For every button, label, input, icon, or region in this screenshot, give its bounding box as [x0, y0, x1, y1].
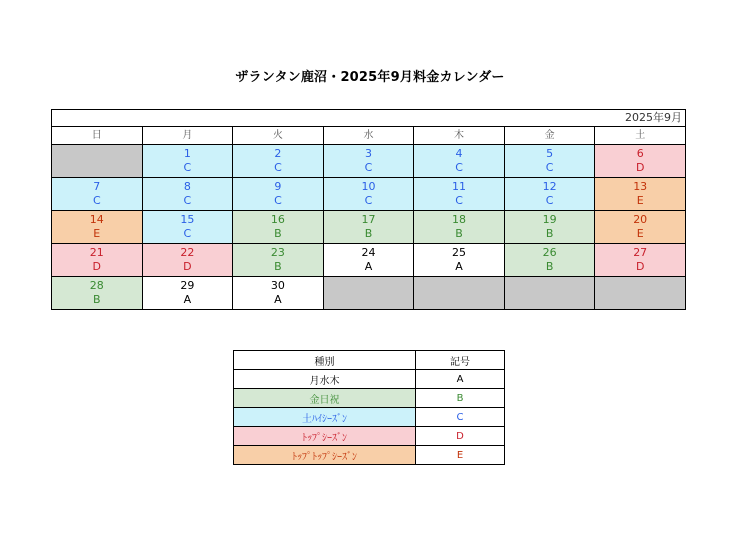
day-number: 20	[633, 213, 648, 226]
price-code: C	[183, 161, 192, 174]
price-code: E	[93, 227, 101, 240]
calendar-day-cell	[52, 244, 143, 277]
day-number: 14	[89, 213, 104, 226]
price-code: C	[183, 194, 192, 207]
legend-row	[234, 408, 505, 427]
day-number: 26	[542, 246, 557, 259]
price-code: B	[93, 293, 101, 306]
price-code: C	[92, 194, 101, 207]
price-code: C	[545, 194, 554, 207]
calendar-day-cell	[504, 211, 595, 244]
calendar-day-cell	[233, 211, 324, 244]
calendar-day-cell	[595, 178, 686, 211]
day-number: 28	[89, 279, 104, 292]
legend-code: B	[416, 389, 505, 408]
page-title: ザランタン鹿沼・2025年9月料金カレンダー	[235, 70, 505, 85]
calendar-day-cell	[142, 145, 233, 178]
legend-code: E	[416, 446, 505, 465]
calendar-empty-cell	[504, 277, 595, 310]
calendar-day-cell	[323, 178, 414, 211]
day-number: 8	[183, 180, 191, 193]
legend-header-row	[234, 351, 505, 370]
price-code: D	[183, 260, 192, 273]
legend-row	[234, 446, 505, 465]
legend-row	[234, 427, 505, 446]
calendar-day-cell	[233, 244, 324, 277]
calendar-day-cell	[595, 145, 686, 178]
weekday-header: 土	[595, 127, 686, 145]
calendar-empty-cell	[595, 277, 686, 310]
day-number: 17	[361, 213, 376, 226]
calendar-week-row	[52, 145, 686, 178]
legend-type: ﾄｯﾌﾟﾄｯﾌﾟｼｰｽﾞﾝ	[234, 446, 416, 465]
calendar-empty-cell	[52, 145, 143, 178]
day-number: 11	[452, 180, 467, 193]
calendar-day-cell	[595, 244, 686, 277]
calendar-empty-cell	[323, 277, 414, 310]
calendar-empty-cell	[414, 277, 505, 310]
day-number: 12	[542, 180, 557, 193]
legend-table	[233, 350, 505, 465]
price-code: B	[274, 227, 282, 240]
weekday-header: 火	[233, 127, 324, 145]
price-code: D	[92, 260, 102, 273]
legend-type: 月水木	[234, 370, 416, 389]
price-code: A	[274, 293, 282, 306]
price-code: A	[364, 260, 373, 273]
calendar-day-cell	[233, 145, 324, 178]
calendar-day-cell	[595, 211, 686, 244]
day-number: 27	[633, 246, 648, 259]
day-number: 22	[180, 246, 195, 259]
legend-code: A	[416, 370, 505, 389]
calendar-day-cell	[52, 211, 143, 244]
calendar-table	[51, 109, 686, 310]
price-code: D	[635, 260, 645, 273]
calendar-day-cell	[414, 244, 505, 277]
calendar-day-cell	[142, 277, 233, 310]
calendar-day-cell	[142, 178, 233, 211]
calendar-week-row	[52, 211, 686, 244]
price-code: C	[364, 194, 373, 207]
weekday-header: 月	[142, 127, 233, 145]
legend-header-type: 種別	[234, 351, 416, 370]
day-number: 23	[270, 246, 285, 259]
price-code: C	[364, 161, 373, 174]
weekday-header-row	[52, 127, 686, 145]
day-number: 18	[452, 213, 467, 226]
calendar-day-cell	[323, 211, 414, 244]
price-code: C	[455, 194, 463, 207]
price-code: B	[545, 227, 554, 240]
price-code: A	[455, 260, 463, 273]
calendar-week-row	[52, 277, 686, 310]
calendar-month-row	[52, 110, 686, 127]
price-code: A	[183, 293, 192, 306]
calendar-day-cell	[414, 145, 505, 178]
weekday-header: 水	[323, 127, 414, 145]
price-code: B	[364, 227, 373, 240]
day-number: 30	[270, 279, 285, 292]
price-code: B	[545, 260, 554, 273]
calendar-week-row	[52, 178, 686, 211]
price-code: C	[183, 227, 192, 240]
price-code: C	[274, 161, 282, 174]
calendar-day-cell	[414, 178, 505, 211]
day-number: 16	[270, 213, 285, 226]
price-code: B	[455, 227, 463, 240]
day-number: 21	[89, 246, 104, 259]
day-number: 3	[364, 147, 372, 160]
legend-code: D	[416, 427, 505, 446]
day-number: 24	[361, 246, 376, 259]
day-number: 25	[452, 246, 467, 259]
weekday-header: 木	[414, 127, 505, 145]
calendar-day-cell	[504, 244, 595, 277]
calendar-day-cell	[504, 178, 595, 211]
day-number: 19	[542, 213, 557, 226]
price-code: E	[636, 194, 644, 207]
day-number: 4	[455, 147, 463, 160]
price-code: E	[636, 227, 644, 240]
calendar-day-cell	[323, 244, 414, 277]
calendar-day-cell	[504, 145, 595, 178]
weekday-header: 金	[504, 127, 595, 145]
day-number: 2	[274, 147, 282, 160]
legend-row	[234, 389, 505, 408]
price-code: B	[274, 260, 282, 273]
day-number: 15	[180, 213, 195, 226]
day-number: 29	[180, 279, 195, 292]
calendar-day-cell	[414, 211, 505, 244]
day-number: 6	[636, 147, 644, 160]
calendar-week-row	[52, 244, 686, 277]
calendar-day-cell	[323, 145, 414, 178]
calendar-day-cell	[233, 277, 324, 310]
calendar-day-cell	[233, 178, 324, 211]
price-code: C	[545, 161, 554, 174]
calendar-day-cell	[52, 178, 143, 211]
day-number: 13	[633, 180, 648, 193]
month-label: 2025年9月	[52, 110, 686, 127]
legend-type: ﾄｯﾌﾟｼｰｽﾞﾝ	[234, 427, 416, 446]
day-number: 9	[274, 180, 282, 193]
legend-type: 金日祝	[234, 389, 416, 408]
weekday-header: 日	[52, 127, 143, 145]
legend-type: 土ﾊｲｼｰｽﾞﾝ	[234, 408, 416, 427]
legend-row	[234, 370, 505, 389]
price-code: C	[274, 194, 282, 207]
calendar-day-cell	[52, 277, 143, 310]
calendar-day-cell	[142, 211, 233, 244]
day-number: 1	[183, 147, 191, 160]
legend-code: C	[416, 408, 505, 427]
calendar-day-cell	[142, 244, 233, 277]
price-code: C	[455, 161, 463, 174]
price-code: D	[635, 161, 645, 174]
day-number: 7	[93, 180, 101, 193]
day-number: 5	[546, 147, 554, 160]
day-number: 10	[361, 180, 376, 193]
legend-header-code: 記号	[416, 351, 505, 370]
